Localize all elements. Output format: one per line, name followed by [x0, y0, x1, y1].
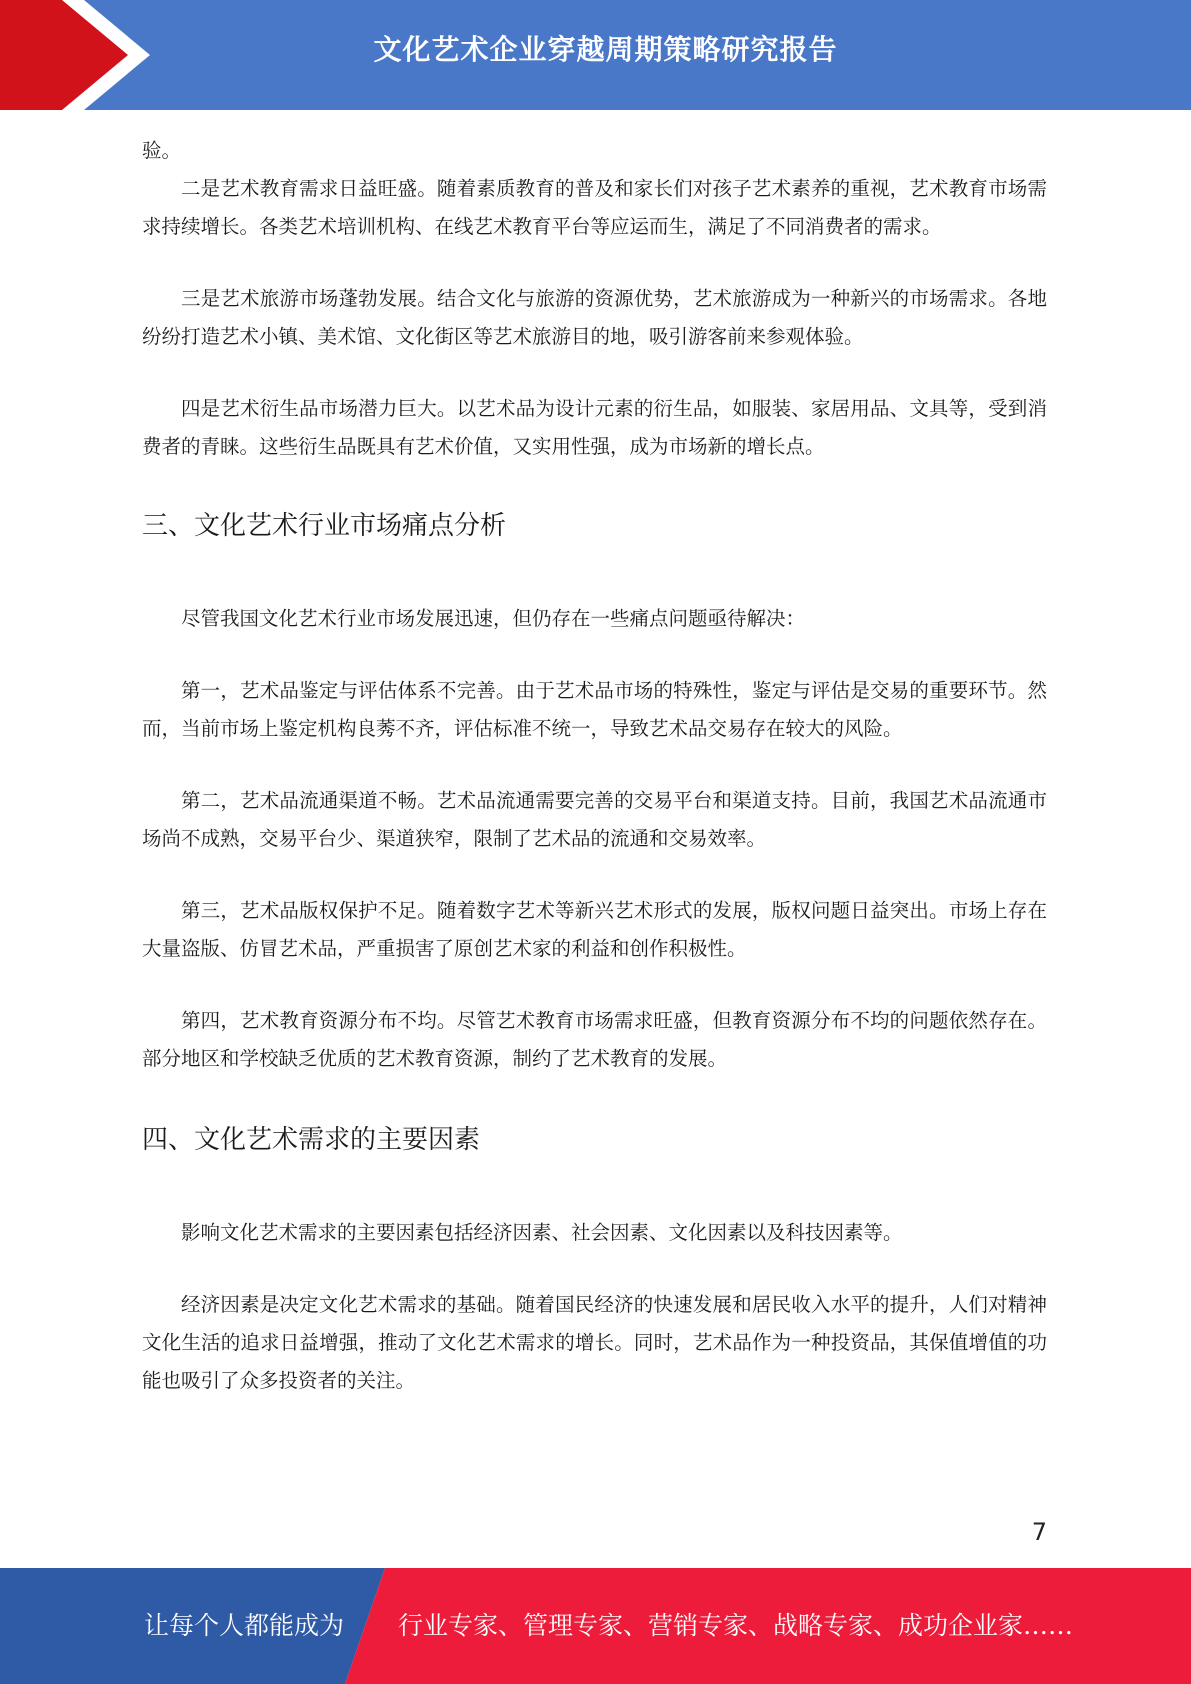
section-heading-demand-factors: 四、文化艺术需求的主要因素 [142, 1125, 481, 1155]
paragraph-copyright: 第三，艺术品版权保护不足。随着数字艺术等新兴艺术形式的发展，版权问题日益突出。市场上存在大量盗版、仿冒艺术品，严重损害了原创艺术家的利益和创作积极性。 [142, 899, 1047, 960]
paragraph-art-tourism: 三是艺术旅游市场蓬勃发展。结合文化与旅游的资源优势，艺术旅游成为一种新兴的市场需求。各地纷纷打造艺术小镇、美术馆、文化街区等艺术旅游目的地，吸引游客前来参观体验。 [142, 287, 1047, 348]
footer-slogan-right: 行业专家、管理专家、营销专家、战略专家、成功企业家…… [398, 1611, 1074, 1640]
page-body [142, 132, 1047, 1400]
page-header [0, 0, 1191, 110]
paragraph-factors-intro: 影响文化艺术需求的主要因素包括经济因素、社会因素、文化因素以及科技因素等。 [181, 1221, 903, 1244]
paragraph-education-resources: 第四，艺术教育资源分布不均。尽管艺术教育市场需求旺盛，但教育资源分布不均的问题依然存在。部分地区和学校缺乏优质的艺术教育资源，制约了艺术教育的发展。 [142, 1009, 1047, 1070]
paragraph-pain-points-intro: 尽管我国文化艺术行业市场发展迅速，但仍存在一些痛点问题亟待解决： [181, 607, 806, 630]
paragraph-art-derivatives: 四是艺术衍生品市场潜力巨大。以艺术品为设计元素的衍生品，如服装、家居用品、文具等，受到消费者的青睐。这些衍生品既具有艺术价值，又实用性强，成为市场新的增长点。 [142, 397, 1047, 458]
page-number: 7 [1031, 1518, 1047, 1546]
section-heading-pain-points: 三、文化艺术行业市场痛点分析 [142, 511, 507, 541]
report-title: 文化艺术企业穿越周期策略研究报告 [373, 33, 838, 66]
page-footer [0, 1568, 1191, 1684]
paragraph-continued: 验。 [142, 139, 182, 162]
footer-slogan-left: 让每个人都能成为 [144, 1611, 345, 1640]
paragraph-economic-factors: 经济因素是决定文化艺术需求的基础。随着国民经济的快速发展和居民收入水平的提升，人们对精神文化生活的追求日益增强，推动了文化艺术需求的增长。同时，艺术品作为一种投资品，其保值增值的功能也吸引了众多投资者的关注。 [142, 1293, 1047, 1392]
paragraph-circulation: 第二，艺术品流通渠道不畅。艺术品流通需要完善的交易平台和渠道支持。目前，我国艺术品流通市场尚不成熟，交易平台少、渠道狭窄，限制了艺术品的流通和交易效率。 [142, 789, 1047, 850]
paragraph-appraisal: 第一，艺术品鉴定与评估体系不完善。由于艺术品市场的特殊性，鉴定与评估是交易的重要环节。然而，当前市场上鉴定机构良莠不齐，评估标准不统一，导致艺术品交易存在较大的风险。 [142, 679, 1047, 740]
paragraph-art-education: 二是艺术教育需求日益旺盛。随着素质教育的普及和家长们对孩子艺术素养的重视，艺术教育市场需求持续增长。各类艺术培训机构、在线艺术教育平台等应运而生，满足了不同消费者的需求。 [142, 177, 1047, 238]
